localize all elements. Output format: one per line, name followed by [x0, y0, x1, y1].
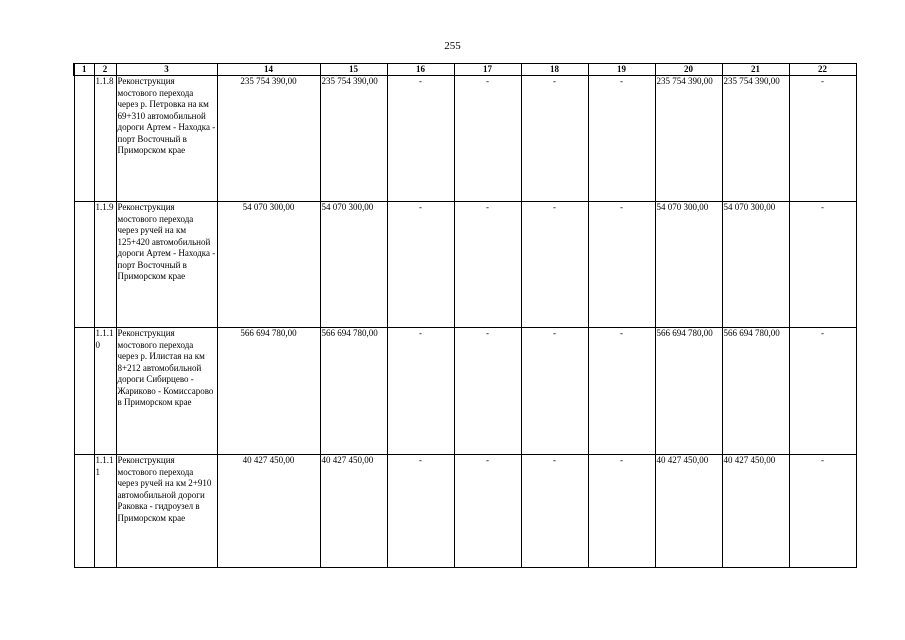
cell-col14: 566 694 780,00 [217, 328, 320, 455]
cell-col22: - [789, 76, 856, 202]
cell-item-number: 1.1.10 [94, 328, 116, 455]
column-header: 22 [789, 64, 856, 76]
data-table [73, 63, 857, 568]
cell-col14: 40 427 450,00 [217, 455, 320, 568]
table-row [74, 202, 856, 328]
cell-col20: 40 427 450,00 [655, 455, 722, 568]
column-header: 20 [655, 64, 722, 76]
cell-col16: - [387, 76, 454, 202]
column-header: 21 [722, 64, 789, 76]
cell-col17: - [454, 76, 521, 202]
cell-item-number: 1.1.9 [94, 202, 116, 328]
cell-col20: 235 754 390,00 [655, 76, 722, 202]
cell-col1 [74, 202, 94, 328]
cell-col14: 235 754 390,00 [217, 76, 320, 202]
cell-col18: - [521, 328, 588, 455]
column-header: 3 [116, 64, 217, 76]
cell-col1 [74, 76, 94, 202]
column-header: 16 [387, 64, 454, 76]
cell-col21: 235 754 390,00 [722, 76, 789, 202]
cell-col15: 54 070 300,00 [320, 202, 387, 328]
cell-col17: - [454, 328, 521, 455]
cell-col16: - [387, 202, 454, 328]
cell-col22: - [789, 202, 856, 328]
cell-col19: - [588, 76, 655, 202]
cell-col19: - [588, 328, 655, 455]
cell-col17: - [454, 455, 521, 568]
cell-col1 [74, 455, 94, 568]
table-row [74, 328, 856, 455]
cell-object-name: Реконструкция мостового перехода через р. Петровка на км 69+310 автомобильной дороги Артем - Находка - порт Восточный в Приморском крае [116, 76, 217, 202]
column-header: 2 [94, 64, 116, 76]
page-number: 255 [444, 40, 461, 52]
cell-col17: - [454, 202, 521, 328]
cell-col18: - [521, 76, 588, 202]
column-header: 18 [521, 64, 588, 76]
cell-col18: - [521, 455, 588, 568]
cell-object-name: Реконструкция мостового перехода через ручей на км 125+420 автомобильной дороги Артем - Находка - порт Восточный в Приморском крае [116, 202, 217, 328]
column-header: 1 [74, 64, 94, 76]
cell-col19: - [588, 455, 655, 568]
column-header: 14 [217, 64, 320, 76]
cell-col19: - [588, 202, 655, 328]
cell-item-number: 1.1.11 [94, 455, 116, 568]
cell-object-name: Реконструкция мостового перехода через р. Илистая на км 8+212 автомобильной дороги Сибирцево - Жариково - Комиссарово в Приморском крае [116, 328, 217, 455]
table-header-row [74, 64, 856, 76]
cell-col15: 235 754 390,00 [320, 76, 387, 202]
cell-col1 [74, 328, 94, 455]
cell-col22: - [789, 455, 856, 568]
cell-item-number: 1.1.8 [94, 76, 116, 202]
cell-col22: - [789, 328, 856, 455]
cell-col20: 54 070 300,00 [655, 202, 722, 328]
table-row [74, 76, 856, 202]
cell-col16: - [387, 328, 454, 455]
cell-col21: 40 427 450,00 [722, 455, 789, 568]
cell-col14: 54 070 300,00 [217, 202, 320, 328]
cell-col21: 54 070 300,00 [722, 202, 789, 328]
cell-object-name: Реконструкция мостового перехода через ручей на км 2+910 автомобильной дороги Раковка - гидроузел в Приморском крае [116, 455, 217, 568]
cell-col20: 566 694 780,00 [655, 328, 722, 455]
table-row [74, 455, 856, 568]
cell-col16: - [387, 455, 454, 568]
cell-col15: 566 694 780,00 [320, 328, 387, 455]
cell-col18: - [521, 202, 588, 328]
cell-col15: 40 427 450,00 [320, 455, 387, 568]
column-header: 19 [588, 64, 655, 76]
column-header: 17 [454, 64, 521, 76]
column-header: 15 [320, 64, 387, 76]
cell-col21: 566 694 780,00 [722, 328, 789, 455]
